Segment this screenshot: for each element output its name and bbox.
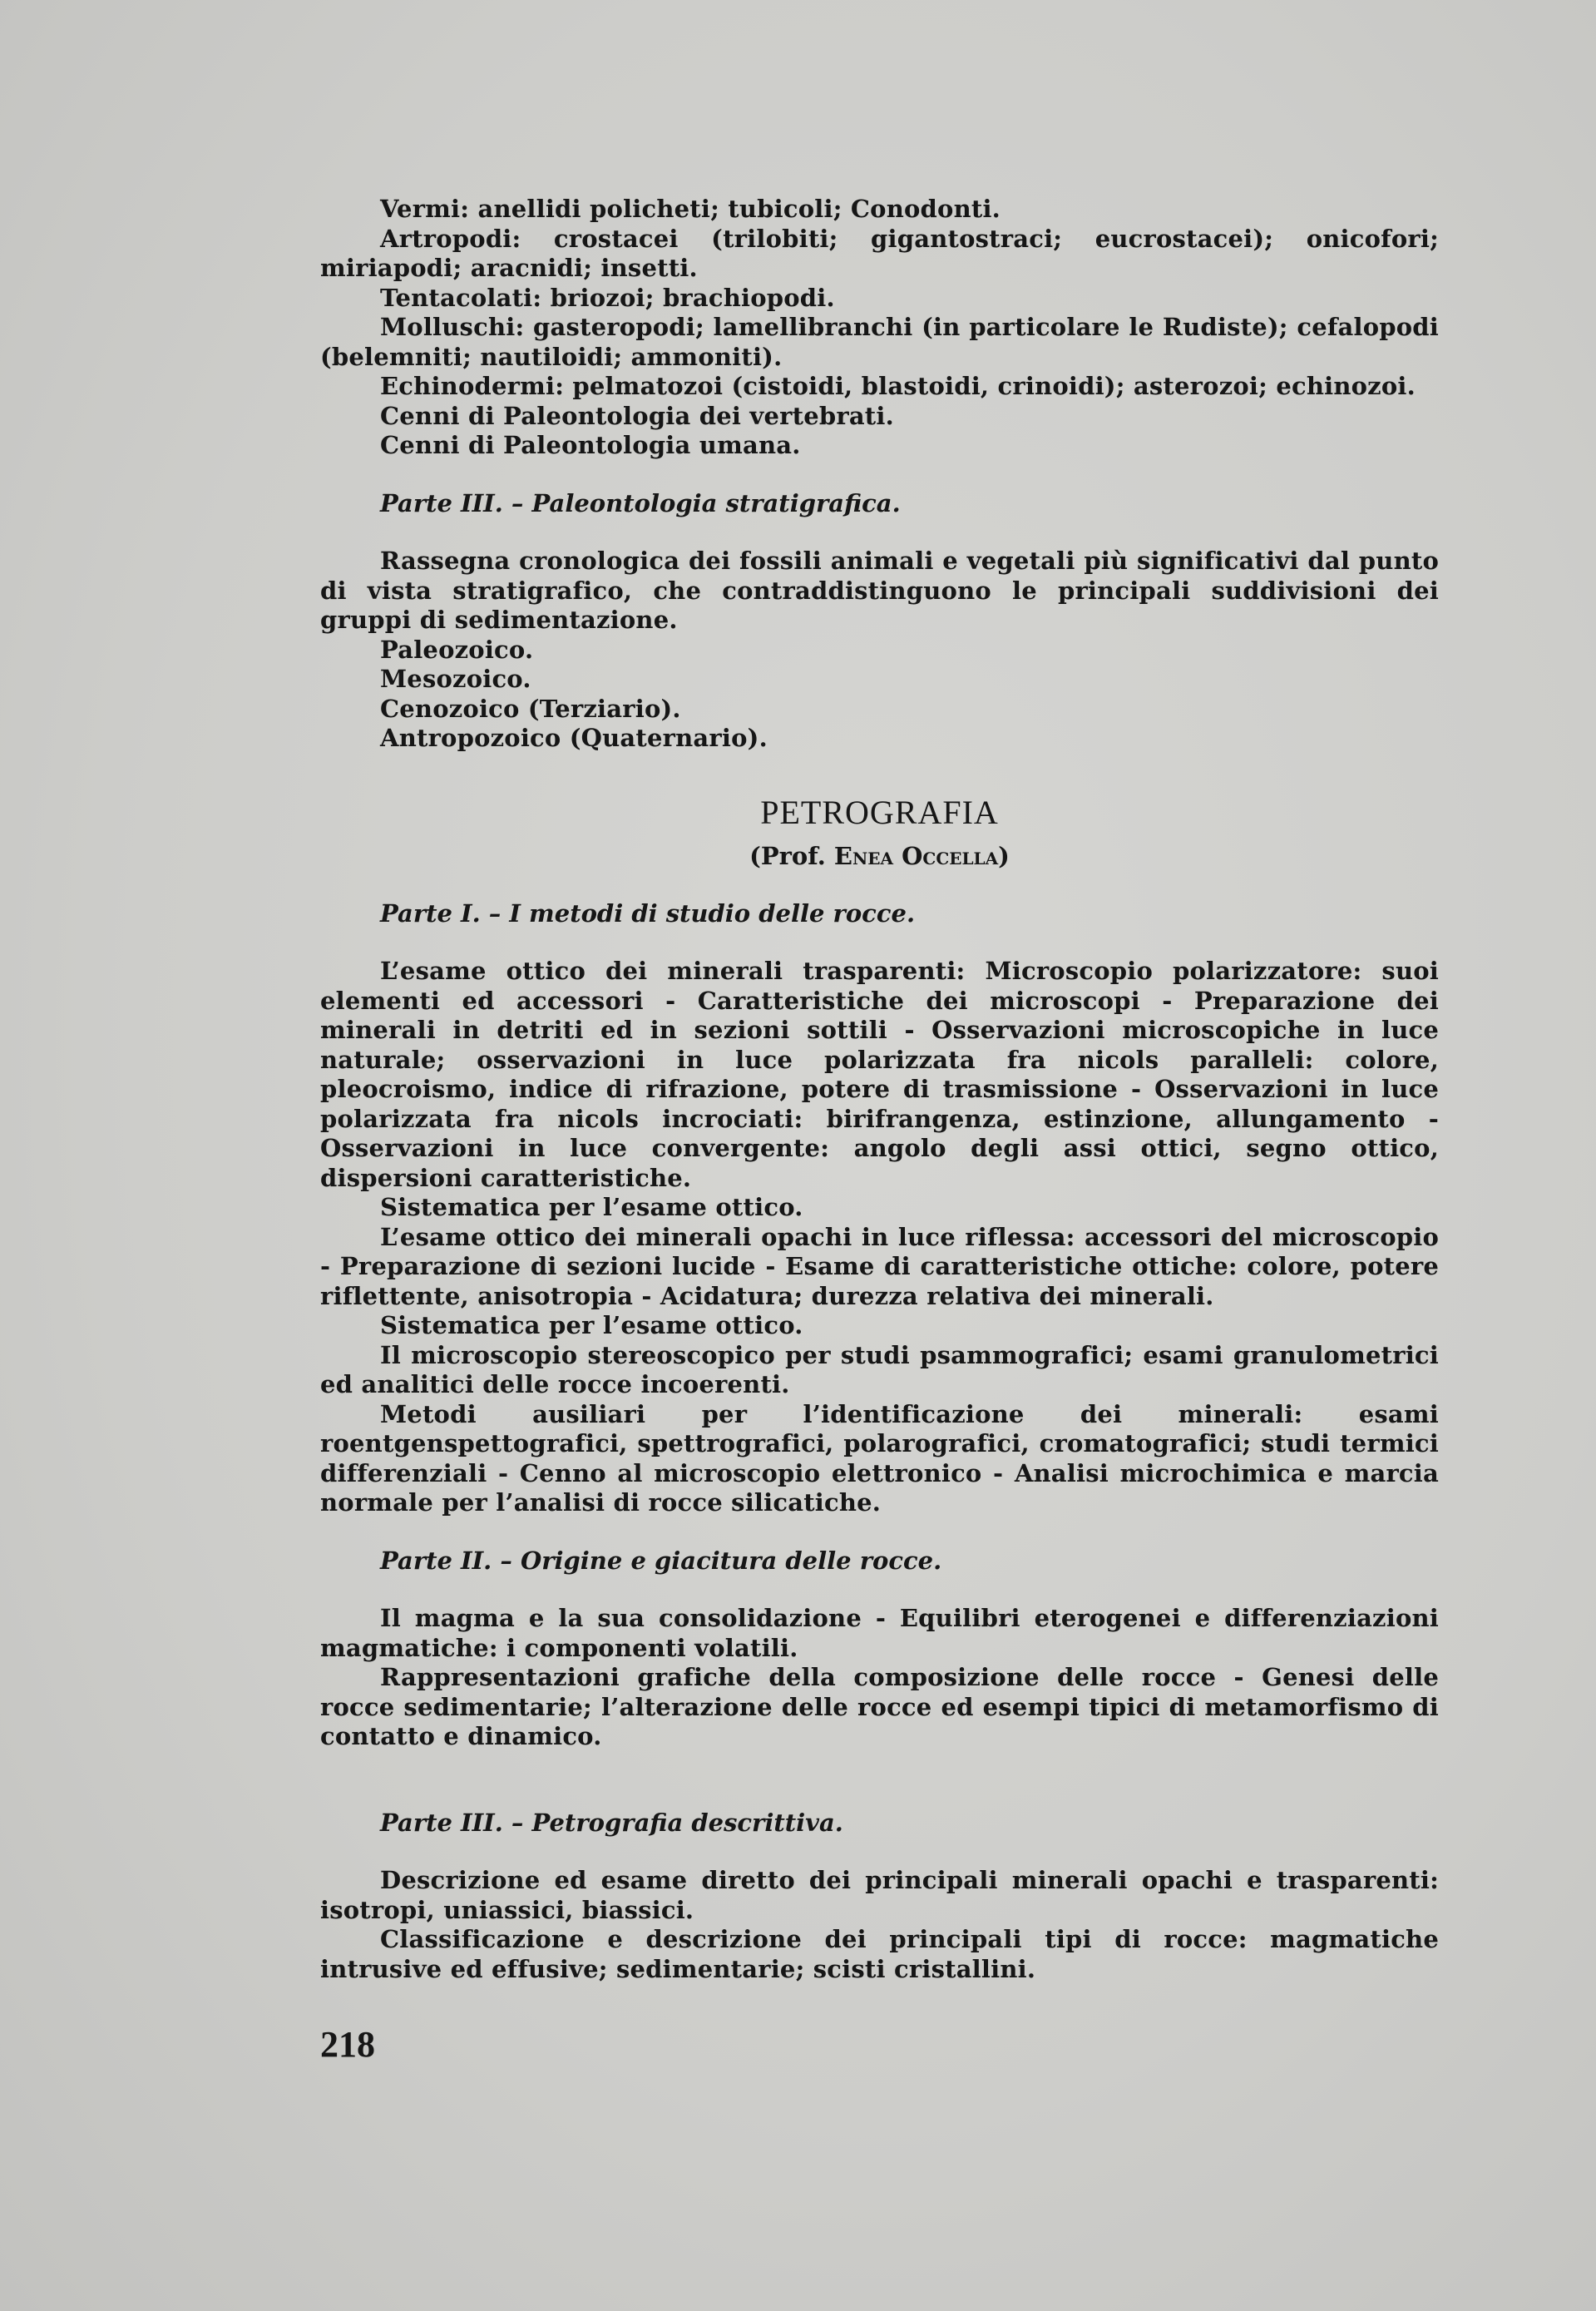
author-suffix: ) [998, 841, 1010, 870]
list-item: Molluschi: gasteropodi; lamellibranchi (in particolare le Rudiste); cefalopodi (belemniti; nautiloidi; ammoniti). [320, 313, 1439, 371]
petro-part2-body [320, 1604, 1439, 1752]
paragraph: L’esame ottico dei minerali opachi in luce riflessa: accessori del microscopio - Preparazione di sezioni lucide - Esame di caratteristiche ottiche: colore, potere riflettente, anisotropia - Acidatura; durezza relativa dei minerali. [320, 1222, 1439, 1310]
petro-part3-body [320, 1866, 1439, 1984]
petro-part1-body [320, 957, 1439, 1518]
paragraph: Il microscopio stereoscopico per studi psammografici; esami granulometrici ed analitici delle rocce incoerenti. [320, 1340, 1439, 1398]
paragraph: Paleozoico. [380, 635, 534, 664]
paragraph: Classificazione e descrizione dei principali tipi di rocce: magmatiche intrusive ed effusive; sedimentarie; scisti cristallini. [320, 1925, 1439, 1983]
paragraph: Cenozoico (Terziario). [380, 694, 681, 723]
part-heading: Parte II. – Origine e giacitura delle rocce. [380, 1546, 942, 1575]
paragraph: L’esame ottico dei minerali trasparenti: Microscopio polarizzatore: suoi elementi ed accessori - Caratteristiche dei microscopi - Preparazione dei minerali in detriti ed in sezioni sottili - Osservazioni microscopiche in luce naturale; osservazioni in luce polarizzata fra nicols paralleli: colore, pleocroismo, indice di rifrazione, potere di trasmissione - Osservazioni in luce polarizzata fra nicols incrociati: birifrangenza, estinzione, allungamento - Osservazioni in luce convergente: angolo degli assi ottici, segno ottico, dispersioni caratteristiche. [320, 957, 1439, 1192]
section-author [320, 842, 1439, 871]
part-heading: Parte I. – I metodi di studio delle rocce. [380, 898, 916, 928]
list-item: Artropodi: crostacei (trilobiti; gigantostraci; eucrostacei); onicofori; miriapodi; aracnidi; insetti. [320, 224, 1439, 282]
paragraph: Rassegna cronologica dei fossili animali e vegetali più significativi dal punto di vista stratigrafico, che contraddistinguono le principali suddivisioni dei gruppi di sedimentazione. [320, 547, 1439, 634]
author-name: Enea Occella [833, 841, 999, 870]
list-item: Tentacolati: briozoi; brachiopodi. [380, 283, 835, 312]
paragraph: Sistematica per l’esame ottico. [380, 1311, 803, 1339]
list-item: Vermi: anellidi policheti; tubicoli; Conodonti. [380, 195, 1001, 223]
text-column [320, 195, 1439, 1984]
list-item: Echinodermi: pelmatozoi (cistoidi, blastoidi, crinoidi); asterozoi; echinozoi. [380, 372, 1416, 400]
author-prefix: (Prof. [749, 841, 826, 870]
paragraph: Descrizione ed esame diretto dei principali minerali opachi e trasparenti: isotropi, uniassici, biassici. [320, 1866, 1439, 1924]
paragraph: Metodi ausiliari per l’identificazione dei minerali: esami roentgenspettografici, spettrografici, polarografici, cromatografici; studi termici differenziali - Cenno al microscopio elettronico - Analisi microchimica e marcia normale per l’analisi di rocce silicatiche. [320, 1399, 1439, 1517]
taxonomy-list [320, 195, 1439, 461]
paragraph: Sistematica per l’esame ottico. [380, 1193, 803, 1221]
paragraph: Antropozoico (Quaternario). [380, 724, 768, 752]
paragraph: Mesozoico. [380, 665, 531, 693]
part-heading: Parte III. – Petrografia descrittiva. [380, 1808, 843, 1837]
list-item: Cenni di Paleontologia dei vertebrati. [380, 401, 894, 430]
paleo-part3-body [320, 547, 1439, 754]
part-heading: Parte III. – Paleontologia stratigrafica. [380, 488, 901, 517]
paragraph: Rappresentazioni grafiche della composizione delle rocce - Genesi delle rocce sedimentarie; l’alterazione delle rocce ed esempi tipici di metamorfismo di contatto e dinamico. [320, 1663, 1439, 1750]
page-number: 218 [320, 2024, 375, 2065]
paragraph: Il magma e la sua consolidazione - Equilibri eterogenei e differenziazioni magmatiche: i componenti volatili. [320, 1604, 1439, 1662]
section-title: PETROGRAFIA [760, 793, 999, 831]
list-item: Cenni di Paleontologia umana. [380, 431, 801, 459]
